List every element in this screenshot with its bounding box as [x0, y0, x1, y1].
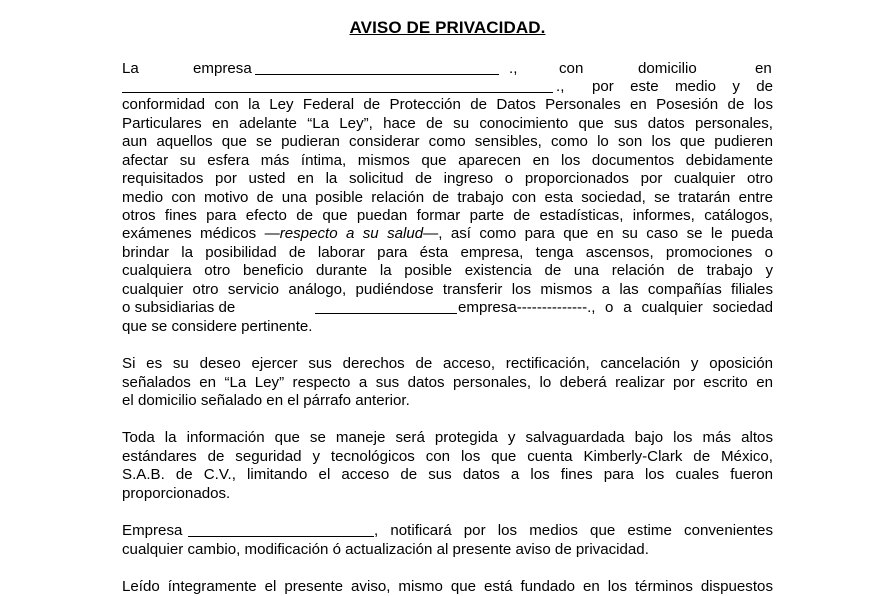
- paragraph-5-line-1: Leído íntegramente el presente aviso, mismo que está fundado en los términos dispuestos: [122, 578, 773, 595]
- paragraph-3-line-2: estándares de seguridad y tecnológicos con los que cuenta Kimberly-Clark de México,: [122, 448, 773, 465]
- paragraph-1-line-2: ., por este medio y de: [122, 78, 773, 96]
- paragraph-1-line-15: que se considere pertinente.: [122, 318, 313, 335]
- company-name-blank: [255, 60, 499, 75]
- paragraph-1-line-9: otros fines para efecto de que puedan formar parte de estadísticas, informes, catálogos,: [122, 207, 773, 224]
- paragraph-1-line-11: brindar la posibilidad de laborar para ésta empresa, tenga ascensos, promociones o: [122, 244, 773, 261]
- paragraph-4-line-2: cualquier cambio, modificación ó actualización al presente aviso de privacidad.: [122, 541, 649, 558]
- paragraph-2-line-3: el domicilio señalado en el párrafo anterior.: [122, 392, 410, 409]
- paragraph-1-line-10: exámenes médicos —respecto a su salud—, así como para que en su caso se le pueda: [122, 225, 773, 242]
- paragraph-1-line-3: conformidad con la Ley Federal de Protección de Datos Personales en Posesión de los: [122, 96, 773, 113]
- paragraph-2-line-1: Si es su deseo ejercer sus derechos de acceso, rectificación, cancelación y oposición: [122, 355, 773, 372]
- paragraph-4-line-1: Empresa , notificará por los medios que estime convenientes: [122, 522, 773, 539]
- paragraph-1-line-8: medio con motivo de una posible relación de trabajo con esta sociedad, se tratarán entre: [122, 189, 773, 206]
- parent-company-blank: [315, 299, 457, 314]
- paragraph-3-line-3: S.A.B. de C.V., limitando el acceso de sus datos a los fines para los cuales fueron: [122, 466, 773, 483]
- document-title: AVISO DE PRIVACIDAD.: [349, 18, 546, 37]
- italic-phrase: respecto a su salud: [279, 225, 424, 242]
- paragraph-2-line-2: señalados en “La Ley” respecto a sus datos personales, lo deberá realizar por escrito en: [122, 374, 773, 391]
- paragraph-1-line-1: La empresa ., con domicilio en: [122, 60, 772, 77]
- paragraph-1-line-13: cualquier otro servicio análogo, pudiéndose transferir los mismos a las compañías filiales: [122, 281, 773, 298]
- paragraph-3-line-4: proporcionados.: [122, 485, 231, 502]
- paragraph-1-line-6: afectar su esfera más íntima, mismos que aparecen en los documentos debidamente: [122, 152, 773, 169]
- paragraph-1-line-12: cualquiera otro beneficio durante la posible existencia de una relación de trabajo y: [122, 262, 773, 279]
- company-name-blank-2: [188, 522, 374, 537]
- paragraph-1-line-5: aun aquellos que se pudieran considerar como sensibles, como lo son los que pudieren: [122, 133, 773, 150]
- paragraph-1-line-14: o subsidiarias de empresa--------------., o a cualquier sociedad: [122, 299, 773, 316]
- address-blank: [122, 78, 553, 93]
- paragraph-1-line-7: requisitados por usted en la solicitud de ingreso o proporcionados por cualquier otro: [122, 170, 773, 187]
- paragraph-3-line-1: Toda la información que se maneje será protegida y salvaguardada bajo los más altos: [122, 429, 773, 446]
- paragraph-1-line-4: Particulares en adelante “La Ley”, hace de su conocimiento que sus datos personales,: [122, 115, 773, 132]
